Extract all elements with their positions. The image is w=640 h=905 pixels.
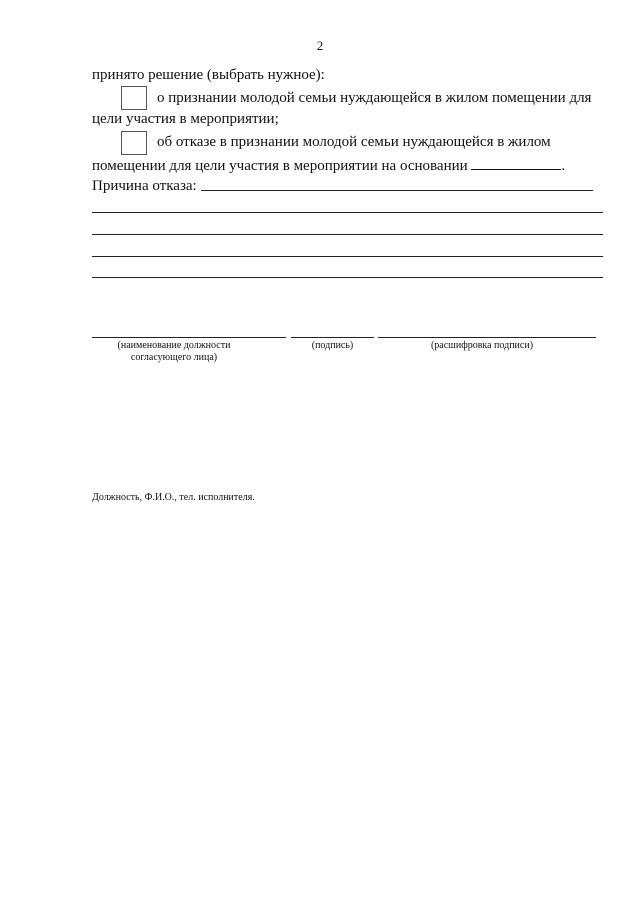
position-signature-line[interactable]: [92, 337, 286, 338]
position-caption-line-2: согласующего лица): [130, 352, 218, 363]
reason-line-3[interactable]: [92, 256, 603, 257]
position-caption-line-1: (наименование должности: [117, 340, 231, 351]
option-approve-text-1: о признании молодой семьи нуждающейся в жилом помещении для: [157, 90, 592, 106]
reason-line-2[interactable]: [92, 234, 603, 235]
decision-intro: принято решение (выбрать нужное):: [92, 67, 325, 83]
option-refuse-checkbox[interactable]: [121, 131, 147, 155]
option-approve-checkbox[interactable]: [121, 86, 147, 110]
reason-line-4[interactable]: [92, 277, 603, 278]
reason-line-1[interactable]: [92, 212, 603, 213]
executor-note: Должность, Ф.И.О., тел. исполнителя.: [92, 492, 255, 503]
option-refuse-text-2: помещении для цели участия в мероприятии на основании .: [92, 155, 565, 175]
option-refuse-text-2-label: помещении для цели участия в мероприятии на основании: [92, 158, 468, 174]
decode-signature-line[interactable]: [378, 337, 596, 338]
basis-blank-line[interactable]: [471, 155, 561, 170]
refusal-reason-row: [92, 177, 197, 195]
option-refuse-text-1: об отказе в признании молодой семьи нуждающейся в жилом: [157, 134, 551, 150]
sign-caption: (подпись): [311, 340, 354, 351]
page-number: 2: [316, 38, 324, 53]
refusal-reason-label: Причина отказа:: [92, 178, 197, 194]
decode-caption: (расшифровка подписи): [430, 340, 534, 351]
sign-signature-line[interactable]: [291, 337, 374, 338]
position-caption: [92, 340, 256, 364]
option-approve-text-2: цели участия в мероприятии;: [92, 111, 279, 127]
refusal-reason-blank[interactable]: [201, 190, 593, 191]
